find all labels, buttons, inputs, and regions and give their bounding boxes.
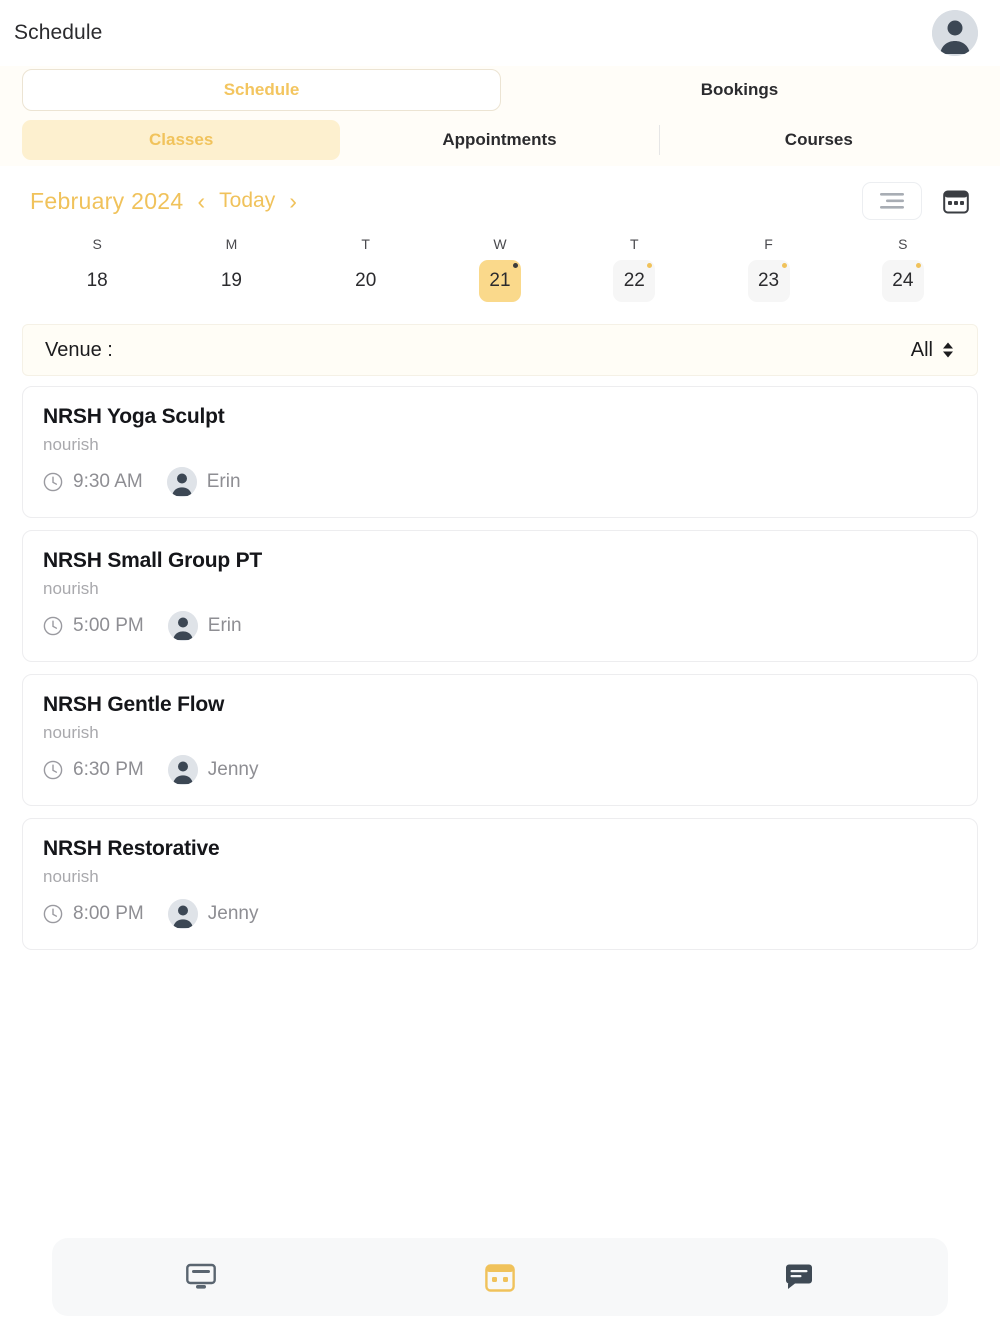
event-dot (513, 263, 518, 268)
day-column[interactable] (836, 236, 970, 302)
calendar-header (0, 166, 1000, 226)
chevron-right-icon[interactable]: › (289, 187, 297, 214)
class-list (0, 376, 1000, 950)
page-title: Schedule (14, 21, 103, 44)
tab-classes[interactable]: Classes (22, 120, 340, 160)
day-column[interactable] (567, 236, 701, 302)
event-dot (647, 263, 652, 268)
class-meta (43, 467, 957, 497)
venue-filter-value-wrap[interactable] (911, 339, 955, 362)
day-cell-22[interactable] (613, 260, 655, 302)
list-view-button[interactable] (862, 182, 922, 220)
event-dot (782, 263, 787, 268)
month-label: February 2024 (30, 187, 184, 214)
day-cell-23[interactable] (748, 260, 790, 302)
clock-icon (43, 472, 63, 492)
day-column[interactable] (433, 236, 567, 302)
venue-filter-value: All (910, 338, 933, 361)
class-time: 8:00 PM (73, 903, 144, 924)
messages-icon (784, 1263, 814, 1291)
calendar-view-button[interactable] (934, 182, 978, 220)
class-title: NRSH Small Group PT (43, 549, 263, 572)
calendar-view-icon (943, 188, 969, 214)
secondary-tabs (0, 114, 1000, 166)
nav-dashboard[interactable] (52, 1263, 351, 1291)
venue-filter-label: Venue : (45, 338, 113, 361)
class-meta (43, 899, 957, 929)
chevron-updown-icon (941, 340, 955, 360)
day-column[interactable] (164, 236, 298, 302)
user-avatar-icon (167, 467, 197, 497)
class-title: NRSH Gentle Flow (43, 693, 225, 716)
clock-icon (43, 616, 63, 636)
avatar[interactable] (932, 10, 978, 56)
class-meta (43, 611, 957, 641)
nav-calendar[interactable] (351, 1262, 650, 1292)
class-card[interactable] (22, 818, 978, 950)
staff-avatar (167, 467, 197, 497)
today-button[interactable]: Today (219, 189, 276, 212)
bottom-nav-wrap (0, 1238, 1000, 1316)
tab-bookings[interactable]: Bookings (501, 69, 978, 111)
day-of-week-label: W (493, 236, 507, 252)
day-of-week-label: F (764, 236, 773, 252)
bottom-nav (52, 1238, 948, 1316)
day-cell-19[interactable]: 19 (220, 270, 242, 291)
class-time-wrap (43, 471, 143, 493)
nav-messages[interactable] (649, 1263, 948, 1291)
class-title: NRSH Restorative (43, 837, 220, 860)
primary-tabs (0, 66, 1000, 114)
venue-filter[interactable] (22, 324, 978, 376)
class-card[interactable] (22, 674, 978, 806)
class-meta (43, 755, 957, 785)
week-strip (0, 226, 1000, 302)
user-avatar-icon (168, 899, 198, 929)
staff-name: Erin (206, 471, 241, 492)
day-of-week-label: S (898, 236, 908, 252)
day-of-week-label: T (361, 236, 370, 252)
day-of-week-label: T (629, 236, 639, 252)
day-cell-20[interactable]: 20 (355, 270, 377, 291)
tab-schedule[interactable]: Schedule (22, 69, 501, 111)
class-title: NRSH Yoga Sculpt (43, 405, 225, 428)
day-cell-18[interactable]: 18 (86, 270, 108, 291)
day-number: 22 (623, 270, 645, 291)
class-venue: nourish (43, 867, 99, 886)
staff-name: Jenny (207, 903, 259, 924)
staff-avatar (168, 899, 198, 929)
user-avatar-icon (168, 611, 198, 641)
day-number: 23 (757, 270, 780, 291)
day-of-week-label: S (92, 236, 102, 252)
class-time-wrap (43, 903, 144, 925)
class-card[interactable] (22, 386, 978, 518)
class-time-wrap (43, 615, 144, 637)
day-cell-21-selected[interactable] (479, 260, 521, 302)
staff-avatar (168, 611, 198, 641)
class-venue: nourish (43, 723, 99, 742)
dashboard-icon (186, 1263, 216, 1291)
day-column[interactable] (299, 236, 433, 302)
clock-icon (43, 760, 63, 780)
list-view-icon (880, 192, 904, 210)
staff-name: Erin (207, 615, 242, 636)
class-time: 6:30 PM (73, 759, 144, 780)
class-time-wrap (43, 759, 144, 781)
tab-courses[interactable]: Courses (660, 120, 978, 160)
day-column[interactable] (30, 236, 164, 302)
clock-icon (43, 904, 63, 924)
tab-appointments[interactable]: Appointments (340, 120, 658, 160)
day-number: 24 (892, 270, 914, 291)
staff-name: Jenny (207, 759, 259, 780)
day-column[interactable] (701, 236, 835, 302)
user-avatar-icon (168, 755, 198, 785)
staff-avatar (168, 755, 198, 785)
class-card[interactable] (22, 530, 978, 662)
calendar-icon (485, 1262, 515, 1292)
class-venue: nourish (43, 435, 99, 454)
day-cell-24[interactable] (882, 260, 924, 302)
class-time: 5:00 PM (73, 615, 144, 636)
event-dot (916, 263, 921, 268)
view-toggle (862, 182, 978, 220)
app-header (0, 0, 1000, 66)
day-number: 21 (489, 270, 511, 291)
chevron-left-icon[interactable]: ‹ (197, 187, 206, 214)
class-venue: nourish (43, 579, 99, 598)
user-avatar-icon (932, 10, 978, 56)
class-time: 9:30 AM (73, 471, 143, 492)
day-of-week-label: M (225, 236, 238, 252)
